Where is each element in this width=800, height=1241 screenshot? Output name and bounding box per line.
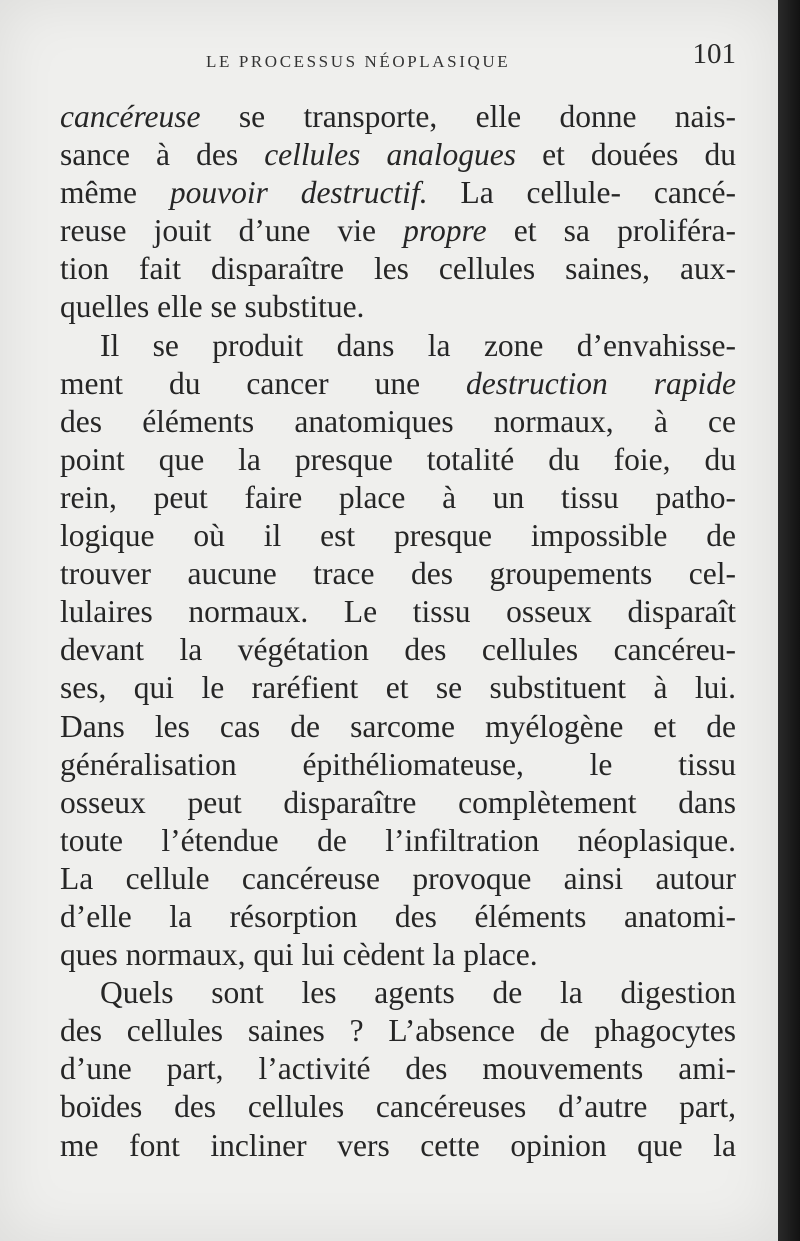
text-line bbox=[60, 517, 736, 555]
text-segment: sance à des bbox=[60, 137, 265, 173]
text-line bbox=[60, 441, 736, 479]
italic-segment: cancéreuse bbox=[60, 99, 201, 134]
text-line bbox=[60, 746, 736, 784]
text-segment: et sa proliféra- bbox=[486, 213, 736, 249]
text-line bbox=[60, 555, 736, 593]
text-line bbox=[60, 250, 736, 288]
text-line bbox=[60, 974, 736, 1012]
text-segment: et douées du bbox=[516, 137, 736, 173]
text-line bbox=[60, 1012, 736, 1050]
page-header bbox=[60, 38, 736, 82]
text-line bbox=[60, 212, 736, 250]
text-line bbox=[60, 669, 736, 707]
body-text bbox=[60, 98, 736, 1165]
text-segment: même bbox=[60, 175, 170, 211]
text-line bbox=[60, 784, 736, 822]
running-head: LE PROCESSUS NÉOPLASIQUE bbox=[206, 52, 511, 71]
text-segment: me font incliner vers cette opinion que la bbox=[60, 1127, 736, 1163]
text-line bbox=[60, 898, 736, 936]
text-line bbox=[60, 1127, 736, 1165]
italic-segment: destruction rapide bbox=[466, 365, 736, 401]
text-segment: lulaires normaux. Le tissu osseux disparaît bbox=[60, 594, 736, 630]
text-segment: Quels sont les agents de la digestion bbox=[100, 975, 736, 1011]
text-segment: point que la presque totalité du foie, du bbox=[60, 441, 736, 477]
italic-segment: pouvoir destructif. bbox=[169, 175, 428, 211]
text-segment: boïdes des cellules cancéreuses d’autre part, bbox=[60, 1089, 736, 1125]
text-line bbox=[60, 288, 736, 326]
text-segment: quelles elle se substitue. bbox=[60, 289, 365, 325]
text-line bbox=[60, 403, 736, 441]
text-segment: rein, peut faire place à un tissu patho- bbox=[60, 479, 736, 515]
text-segment: reuse jouit d’une vie bbox=[60, 213, 404, 249]
text-line bbox=[60, 136, 736, 174]
text-line bbox=[60, 1088, 736, 1126]
text-segment: généralisation épithéliomateuse, le tissu bbox=[60, 746, 736, 782]
text-segment: Dans les cas de sarcome myélogène et de bbox=[60, 708, 736, 744]
text-segment: des cellules saines ? L’absence de phagocytes bbox=[60, 1013, 736, 1049]
text-line bbox=[60, 822, 736, 860]
text-line bbox=[60, 860, 736, 898]
text-segment: La cellule cancéreuse provoque ainsi autour bbox=[60, 860, 736, 896]
text-segment: La cellule- cancé- bbox=[427, 175, 737, 211]
text-line bbox=[60, 365, 736, 403]
text-line bbox=[60, 1050, 736, 1088]
italic-segment: propre bbox=[403, 213, 487, 249]
text-line bbox=[60, 708, 736, 746]
text-segment: des éléments anatomiques normaux, à ce bbox=[60, 403, 736, 439]
text-segment: d’elle la résorption des éléments anatomi- bbox=[60, 898, 736, 934]
text-line bbox=[60, 98, 736, 136]
text-segment: devant la végétation des cellules cancéreu- bbox=[60, 632, 736, 668]
text-segment: toute l’étendue de l’infiltration néoplasique. bbox=[60, 822, 736, 858]
page-edge-shadow bbox=[778, 0, 800, 1241]
text-segment: ment du cancer une bbox=[60, 365, 467, 401]
text-segment: osseux peut disparaître complètement dans bbox=[60, 784, 736, 820]
text-segment: trouver aucune trace des groupements cel- bbox=[60, 556, 736, 592]
text-segment: ques normaux, qui lui cèdent la place. bbox=[60, 937, 538, 973]
text-line bbox=[60, 593, 736, 631]
italic-segment: cellules analogues bbox=[264, 137, 516, 173]
text-segment: tion fait disparaître les cellules saines, aux- bbox=[60, 251, 736, 287]
text-line bbox=[60, 936, 736, 974]
text-segment: ses, qui le raréfient et se substituent à lui. bbox=[60, 670, 736, 706]
text-segment: logique où il est presque impossible de bbox=[60, 518, 736, 554]
text-line bbox=[60, 631, 736, 669]
page-number: 101 bbox=[692, 38, 736, 70]
text-segment: Il se produit dans la zone d’envahisse- bbox=[100, 327, 736, 363]
text-line bbox=[60, 174, 736, 212]
text-line bbox=[60, 479, 736, 517]
text-segment: d’une part, l’activité des mouvements ami- bbox=[60, 1051, 736, 1087]
text-line bbox=[60, 327, 736, 365]
text-segment: se transporte, elle donne nais- bbox=[200, 99, 736, 134]
